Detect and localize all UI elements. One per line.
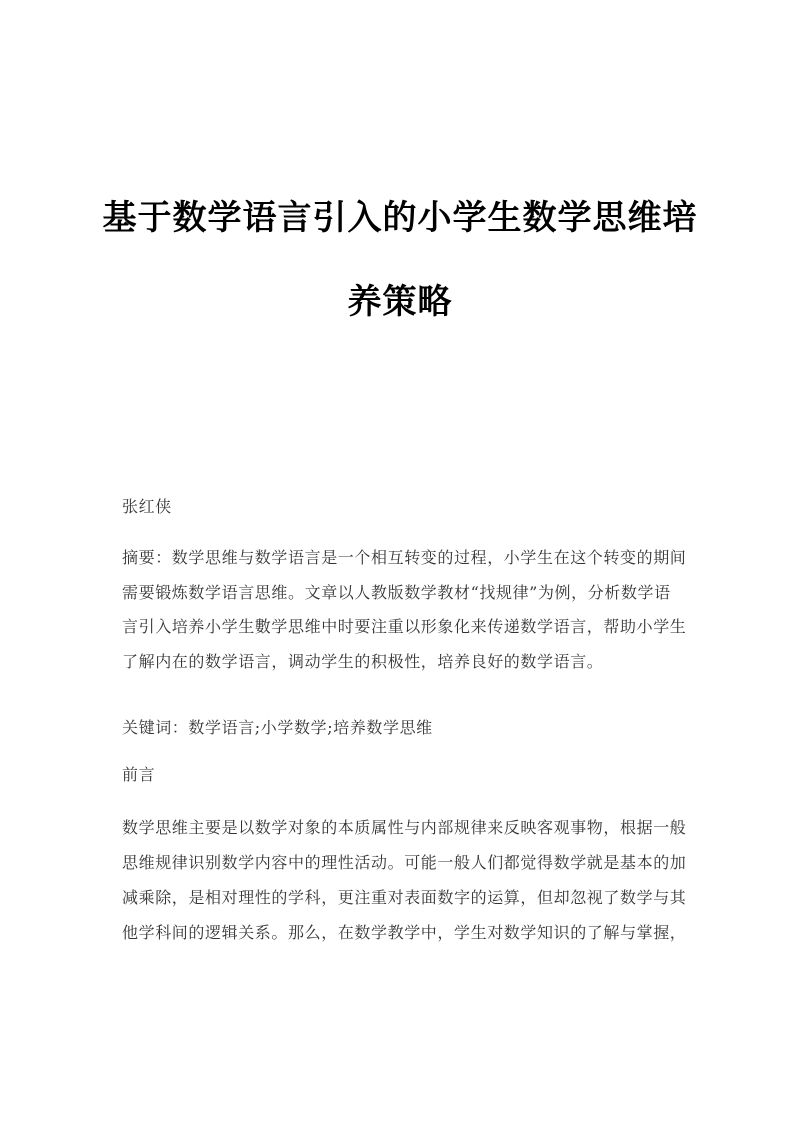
abstract-paragraph xyxy=(122,541,687,679)
intro-line: 减乘除，是相对理性的学科，更注重对表面数字的运算，但却忽视了数学与其 xyxy=(122,888,687,907)
abstract-line: 了解内在的数学语言，调动学生的积极性，培养良好的数学语言。 xyxy=(122,651,604,671)
abstract-line: 摘要：数学思维与数学语言是一个相互转变的过程，小学生在这个转变的期间 xyxy=(122,548,687,567)
intro-line: 数学思维主要是以数学对象的本质属性与内部规律来反映客观事物，根据一般 xyxy=(122,818,687,837)
document-title-line-2: 养策略 xyxy=(347,282,453,322)
abstract-line: 需要锻炼数学语言思维。文章以人教版数学教材“找规律”为例，分析数学语 xyxy=(122,582,671,602)
keywords-line: 关键词：数学语言;小学数学;培养数学思维 xyxy=(122,718,433,737)
author-name: 张红侠 xyxy=(122,497,172,516)
abstract-line: 言引入培养小学生數学思维中时要注重以形象化来传递数学语言，帮助小学生 xyxy=(122,617,687,636)
document-title-line-1: 基于数学语言引入的小学生数学思维培 xyxy=(102,198,698,238)
intro-line: 思维规律识别数学内容中的理性活动。可能一般人们都觉得数学就是基本的加 xyxy=(122,853,687,872)
intro-line: 他学科间的逻辑关系。那么，在数学教学中，学生对数学知识的了解与掌握， xyxy=(122,923,687,942)
preface-heading: 前言 xyxy=(122,765,156,784)
intro-paragraph xyxy=(122,810,687,950)
